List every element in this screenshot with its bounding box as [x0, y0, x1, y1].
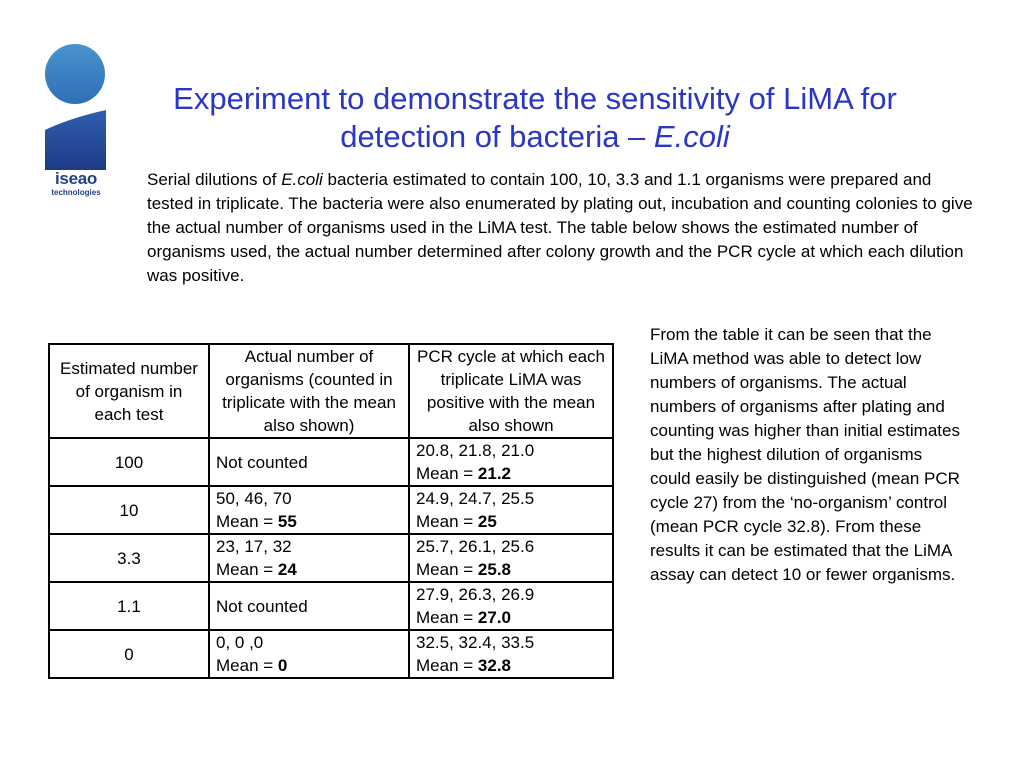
- pcr-mean: 27.0: [477, 608, 511, 627]
- pcr-values: 20.8, 21.8, 21.0: [416, 441, 535, 460]
- pcr-mean: 21.2: [477, 464, 511, 483]
- actual-values: Not counted: [216, 596, 308, 616]
- logo-mark: [42, 44, 110, 170]
- mean-label: Mean =: [216, 560, 278, 579]
- actual-mean: 55: [277, 512, 297, 531]
- actual-mean: 0: [277, 656, 288, 675]
- mean-label: Mean =: [216, 656, 278, 675]
- table-row: [50, 487, 614, 535]
- cell-estimated: 0: [50, 631, 210, 679]
- intro-after: bacteria estimated to contain 100, 10, 3.3 and 1.1 organisms were prepared and tested in triplicate. The bacteria were also enumerated by plating out, incubation and counting colonies to give the actual number of organisms used in the LiMA test. The table below shows the estimated number of organisms used, the actual number determined after colony growth and the PCR cycle at which each dilution was positive.: [147, 170, 973, 285]
- logo-wordmark: iseao: [55, 169, 97, 188]
- header-actual: Actual number of organisms (counted in triplicate with the mean also shown): [210, 345, 410, 439]
- header-estimated: Estimated number of organism in each test: [50, 345, 210, 439]
- cell-actual: [210, 583, 410, 631]
- cell-actual: [210, 535, 410, 583]
- logo-dot: [45, 44, 105, 104]
- table-header-row: [50, 345, 614, 439]
- cell-estimated: 1.1: [50, 583, 210, 631]
- pcr-mean: 25: [477, 512, 497, 531]
- conclusion-paragraph: From the table it can be seen that the LiMA method was able to detect low numbers of organisms. The actual numbers of organisms after plating and counting was higher than initial estimates but the highest dilution of organisms could easily be distinguished (mean PCR cycle 27) from the ‘no-organism’ control (mean PCR cycle 32.8). From these results it can be estimated that the LiMA assay can detect 10 or fewer organisms.: [650, 325, 960, 584]
- title-text: Experiment to demonstrate the sensitivity of LiMA for detection of bacteria –: [173, 81, 897, 154]
- mean-label: Mean =: [416, 656, 478, 675]
- mean-label: Mean =: [416, 560, 478, 579]
- iseao-logo: [42, 44, 110, 204]
- mean-label: Mean =: [416, 608, 478, 627]
- pcr-mean: 32.8: [477, 656, 511, 675]
- table-row: [50, 439, 614, 487]
- results-table: [48, 343, 614, 679]
- table-row: [50, 535, 614, 583]
- actual-mean: 24: [277, 560, 297, 579]
- page-title: [120, 80, 950, 156]
- cell-estimated: 10: [50, 487, 210, 535]
- cell-actual: [210, 631, 410, 679]
- pcr-values: 25.7, 26.1, 25.6: [416, 537, 535, 556]
- title-italic: E.coli: [653, 119, 730, 154]
- pcr-values: 24.9, 24.7, 25.5: [416, 489, 535, 508]
- pcr-mean: 25.8: [477, 560, 511, 579]
- cell-actual: [210, 487, 410, 535]
- table-row: [50, 631, 614, 679]
- pcr-values: 27.9, 26.3, 26.9: [416, 585, 535, 604]
- intro-paragraph: [147, 168, 977, 288]
- pcr-values: 32.5, 32.4, 33.5: [416, 633, 535, 652]
- mean-label: Mean =: [416, 512, 478, 531]
- intro-italic: E.coli: [281, 170, 323, 189]
- cell-pcr: [410, 487, 614, 535]
- actual-values: 0, 0 ,0: [216, 633, 264, 652]
- intro-before: Serial dilutions of: [147, 170, 282, 189]
- logo-subtitle: technologies: [51, 188, 101, 197]
- table-row: [50, 583, 614, 631]
- mean-label: Mean =: [216, 512, 278, 531]
- cell-pcr: [410, 439, 614, 487]
- header-pcr: PCR cycle at which each triplicate LiMA was positive with the mean also shown: [410, 345, 614, 439]
- logo-stem: [45, 110, 106, 170]
- cell-actual: [210, 439, 410, 487]
- cell-pcr: [410, 535, 614, 583]
- actual-values: 50, 46, 70: [216, 489, 292, 508]
- actual-values: 23, 17, 32: [216, 537, 292, 556]
- cell-pcr: [410, 583, 614, 631]
- cell-pcr: [410, 631, 614, 679]
- mean-label: Mean =: [416, 464, 478, 483]
- actual-values: Not counted: [216, 452, 308, 472]
- cell-estimated: 3.3: [50, 535, 210, 583]
- cell-estimated: 100: [50, 439, 210, 487]
